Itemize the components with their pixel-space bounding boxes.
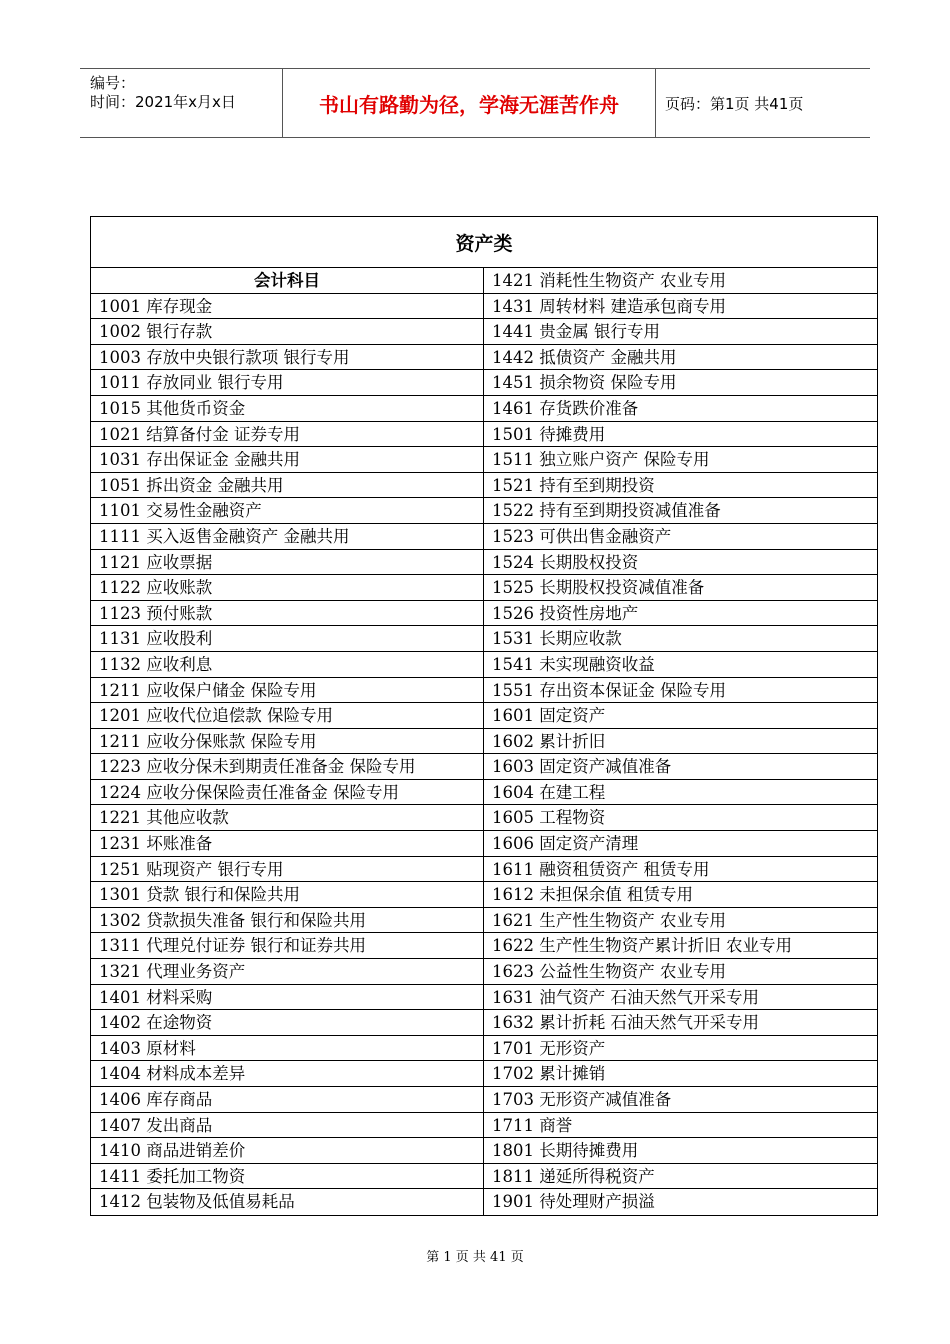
motto: 书山有路勤为径，学海无涯苦作舟: [282, 69, 656, 137]
table-row: 1451 损余物资 保险专用: [484, 370, 877, 396]
table-row: 1801 长期待摊费用: [484, 1138, 877, 1164]
table-title: 资产类: [91, 217, 877, 268]
table-row: 1121 应收票据: [91, 550, 483, 576]
table-row: 1501 待摊费用: [484, 422, 877, 448]
table-row: 1221 其他应收款: [91, 805, 483, 831]
table-row: 1441 贵金属 银行专用: [484, 319, 877, 345]
header-meta: [80, 69, 282, 137]
table-row: 1621 生产性生物资产 农业专用: [484, 908, 877, 934]
table-row: 1051 拆出资金 金融共用: [91, 473, 483, 499]
table-row: 1003 存放中央银行款项 银行专用: [91, 345, 483, 371]
table-row: 1321 代理业务资产: [91, 959, 483, 985]
table-row: 1401 材料采购: [91, 985, 483, 1011]
table-row: 1605 工程物资: [484, 805, 877, 831]
right-column: [484, 268, 877, 1215]
page-header: [80, 68, 870, 138]
table-row: 1524 长期股权投资: [484, 550, 877, 576]
table-row: 1406 库存商品: [91, 1087, 483, 1113]
table-row: 1407 发出商品: [91, 1113, 483, 1139]
table-row: 1431 周转材料 建造承包商专用: [484, 294, 877, 320]
table-row: 1526 投资性房地产: [484, 601, 877, 627]
table-row: 1111 买入返售金融资产 金融共用: [91, 524, 483, 550]
table-row: 1531 长期应收款: [484, 626, 877, 652]
table-row: 1811 递延所得税资产: [484, 1164, 877, 1190]
table-row: 1123 预付账款: [91, 601, 483, 627]
time-label: 时间：2021年x月x日: [90, 93, 236, 111]
table-row: 1611 融资租赁资产 租赁专用: [484, 857, 877, 883]
number-label: 编号：: [90, 74, 136, 92]
table-row: 1411 委托加工物资: [91, 1164, 483, 1190]
table-row: 1521 持有至到期投资: [484, 473, 877, 499]
table-row: 1601 固定资产: [484, 703, 877, 729]
table-row: 1251 贴现资产 银行专用: [91, 857, 483, 883]
accounts-table: [90, 216, 878, 1216]
table-row: 1231 坏账准备: [91, 831, 483, 857]
table-row: 1901 待处理财产损溢: [492, 1192, 655, 1212]
table-row: 1211 应收分保账款 保险专用: [91, 729, 483, 755]
table-row: 1442 抵债资产 金融共用: [484, 345, 877, 371]
page-footer: 第 1 页 共 41 页: [426, 1250, 524, 1265]
table-row: 1302 贷款损失准备 银行和保险共用: [91, 908, 483, 934]
table-row: 1211 应收保户储金 保险专用: [91, 678, 483, 704]
table-row: 1101 交易性金融资产: [91, 498, 483, 524]
table-row: 1701 无形资产: [484, 1036, 877, 1062]
table-row: 1002 银行存款: [91, 319, 483, 345]
column-header: 会计科目: [91, 268, 483, 294]
table-row: 1412 包装物及低值易耗品: [99, 1192, 295, 1212]
table-row: 1015 其他货币资金: [91, 396, 483, 422]
table-row: 1612 未担保余值 租赁专用: [484, 882, 877, 908]
table-row: 1122 应收账款: [91, 575, 483, 601]
table-row: 1602 累计折旧: [484, 729, 877, 755]
table-row: 1604 在建工程: [484, 780, 877, 806]
table-row: 1410 商品进销差价: [91, 1138, 483, 1164]
table-row: 1631 油气资产 石油天然气开采专用: [484, 985, 877, 1011]
table-row: 1623 公益性生物资产 农业专用: [484, 959, 877, 985]
table-body: [91, 268, 877, 1215]
table-row: 1606 固定资产清理: [484, 831, 877, 857]
table-row: 1001 库存现金: [91, 294, 483, 320]
table-row: 1522 持有至到期投资减值准备: [484, 498, 877, 524]
table-row: 1702 累计摊销: [484, 1061, 877, 1087]
table-row: 1404 材料成本差异: [91, 1061, 483, 1087]
table-row: 1031 存出保证金 金融共用: [91, 447, 483, 473]
table-row: 1402 在途物资: [91, 1010, 483, 1036]
table-row: 1461 存货跌价准备: [484, 396, 877, 422]
table-row: 1021 结算备付金 证券专用: [91, 422, 483, 448]
left-column: [91, 268, 484, 1215]
table-row: 1632 累计折耗 石油天然气开采专用: [484, 1010, 877, 1036]
table-row: 1622 生产性生物资产累计折旧 农业专用: [484, 933, 877, 959]
table-row: 1224 应收分保保险责任准备金 保险专用: [91, 780, 483, 806]
table-row: 1551 存出资本保证金 保险专用: [484, 678, 877, 704]
table-row: 1703 无形资产减值准备: [484, 1087, 877, 1113]
table-row: 1525 长期股权投资减值准备: [484, 575, 877, 601]
table-row: 1511 独立账户资产 保险专用: [484, 447, 877, 473]
page-info: 页码：第1页 共41页: [665, 94, 804, 113]
table-row: 1603 固定资产减值准备: [484, 754, 877, 780]
table-row: 1011 存放同业 银行专用: [91, 370, 483, 396]
table-row: 1523 可供出售金融资产: [484, 524, 877, 550]
table-row: 1541 未实现融资收益: [484, 652, 877, 678]
table-row: 1301 贷款 银行和保险共用: [91, 882, 483, 908]
table-row: 1201 应收代位追偿款 保险专用: [91, 703, 483, 729]
table-row: 1311 代理兑付证券 银行和证券共用: [91, 933, 483, 959]
table-row: 1131 应收股利: [91, 626, 483, 652]
table-row: 1711 商誉: [484, 1113, 877, 1139]
table-row: 1223 应收分保未到期责任准备金 保险专用: [91, 754, 483, 780]
table-row: 1421 消耗性生物资产 农业专用: [484, 268, 877, 294]
table-row: 1403 原材料: [91, 1036, 483, 1062]
table-row: 1132 应收利息: [91, 652, 483, 678]
